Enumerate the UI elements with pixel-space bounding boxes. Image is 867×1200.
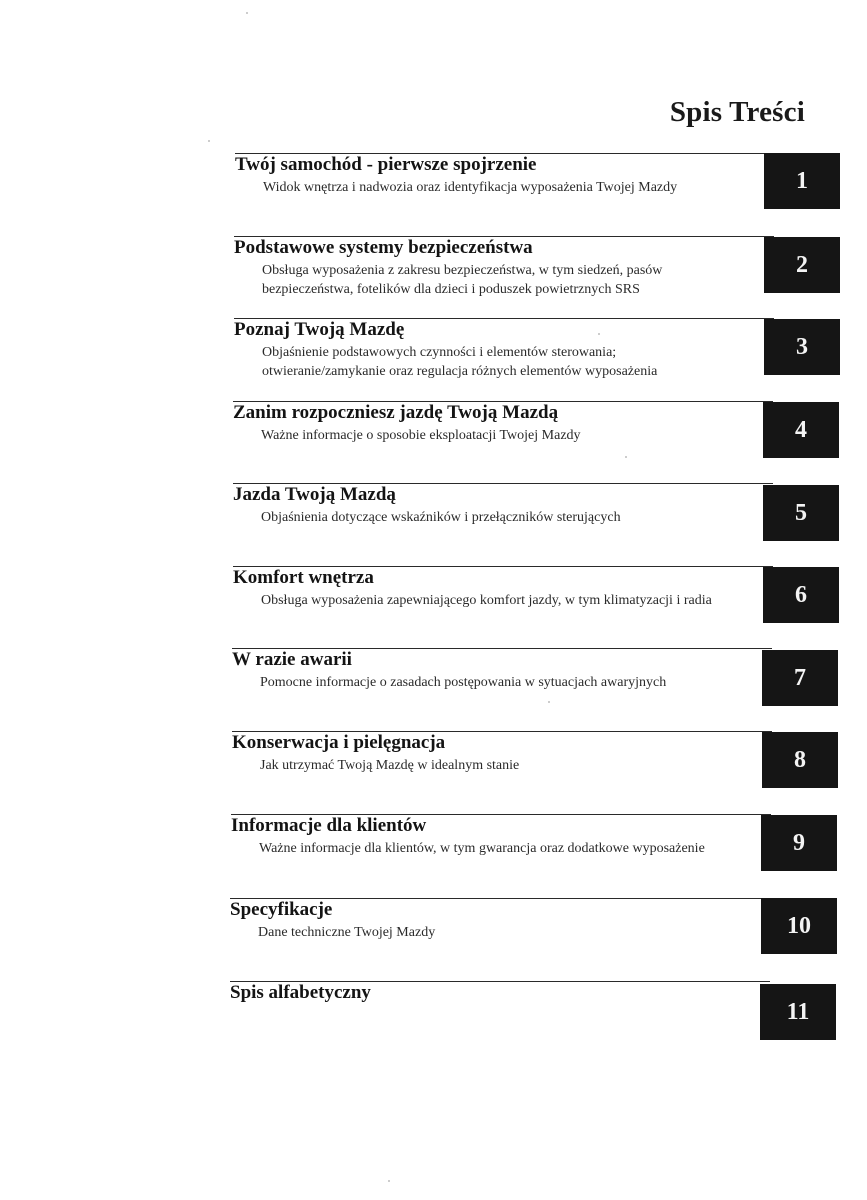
chapter-title[interactable]: Twój samochód - pierwsze spojrzenie — [235, 154, 537, 175]
chapter-entry-10[interactable] — [230, 898, 835, 958]
chapter-title[interactable]: Podstawowe systemy bezpieczeństwa — [234, 237, 533, 258]
chapter-description: Pomocne informacje o zasadach postępowania w sytuacjach awaryjnych — [260, 675, 667, 690]
scan-speck — [598, 333, 600, 335]
chapter-description: Ważne informacje o sposobie eksploatacji Twojej Mazdy — [261, 428, 581, 443]
chapter-tab-4[interactable]: 4 — [763, 402, 839, 458]
chapter-description: Objaśnienie podstawowych czynności i elementów sterowania; otwieranie/zamykanie oraz regulacja różnych elementów wyposażenia — [262, 345, 658, 379]
chapter-description: Obsługa wyposażenia z zakresu bezpieczeństwa, w tym siedzeń, pasów bezpieczeństwa, fotelików dla dzieci i poduszek powietrznych SRS — [262, 263, 663, 297]
chapter-tab-11[interactable]: 11 — [760, 984, 836, 1040]
chapter-tab-2[interactable]: 2 — [764, 237, 840, 293]
chapter-tab-1[interactable]: 1 — [764, 153, 840, 209]
chapter-tab-8[interactable]: 8 — [762, 732, 838, 788]
chapter-description: Objaśnienia dotyczące wskaźników i przełączników sterujących — [261, 510, 621, 525]
scan-speck — [625, 456, 627, 458]
chapter-entry-7[interactable] — [232, 648, 837, 708]
chapter-title[interactable]: Specyfikacje — [230, 899, 333, 920]
chapter-entry-1[interactable] — [235, 153, 840, 213]
chapter-title[interactable]: Spis alfabetyczny — [230, 982, 371, 1003]
chapter-description: Widok wnętrza i nadwozia oraz identyfikacja wyposażenia Twojej Mazdy — [263, 180, 678, 195]
chapter-tab-10[interactable]: 10 — [761, 898, 837, 954]
chapter-description: Jak utrzymać Twoją Mazdę w idealnym stanie — [260, 758, 520, 773]
chapter-entry-2[interactable] — [234, 236, 839, 296]
chapter-entry-3[interactable] — [234, 318, 839, 378]
scan-speck — [388, 1180, 390, 1182]
chapter-title[interactable]: Komfort wnętrza — [233, 567, 374, 588]
chapter-tab-6[interactable]: 6 — [763, 567, 839, 623]
chapter-entry-9[interactable] — [231, 814, 836, 874]
chapter-title[interactable]: W razie awarii — [232, 649, 352, 670]
chapter-title[interactable]: Informacje dla klientów — [231, 815, 427, 836]
chapter-tab-7[interactable]: 7 — [762, 650, 838, 706]
page-title: Spis Treści — [669, 96, 805, 128]
chapter-tab-9[interactable]: 9 — [761, 815, 837, 871]
chapter-tab-3[interactable]: 3 — [764, 319, 840, 375]
scan-speck — [208, 140, 210, 142]
chapter-tab-5[interactable]: 5 — [763, 485, 839, 541]
chapter-title[interactable]: Zanim rozpoczniesz jazdę Twoją Mazdą — [233, 402, 559, 423]
chapter-title[interactable]: Jazda Twoją Mazdą — [233, 484, 396, 505]
scan-speck — [548, 701, 550, 703]
chapter-description: Dane techniczne Twojej Mazdy — [258, 925, 436, 940]
chapter-title[interactable]: Konserwacja i pielęgnacja — [232, 732, 446, 753]
chapter-entry-6[interactable] — [233, 566, 838, 626]
chapter-entry-4[interactable] — [233, 401, 838, 461]
chapter-description: Ważne informacje dla klientów, w tym gwarancja oraz dodatkowe wyposażenie — [259, 841, 705, 856]
chapter-title[interactable]: Poznaj Twoją Mazdę — [234, 319, 405, 340]
chapter-entry-8[interactable] — [232, 731, 837, 791]
chapter-description: Obsługa wyposażenia zapewniającego komfort jazdy, w tym klimatyzacji i radia — [261, 593, 712, 608]
chapter-entry-5[interactable] — [233, 483, 838, 543]
chapter-entry-11[interactable] — [230, 981, 835, 1041]
scan-speck — [246, 12, 248, 14]
